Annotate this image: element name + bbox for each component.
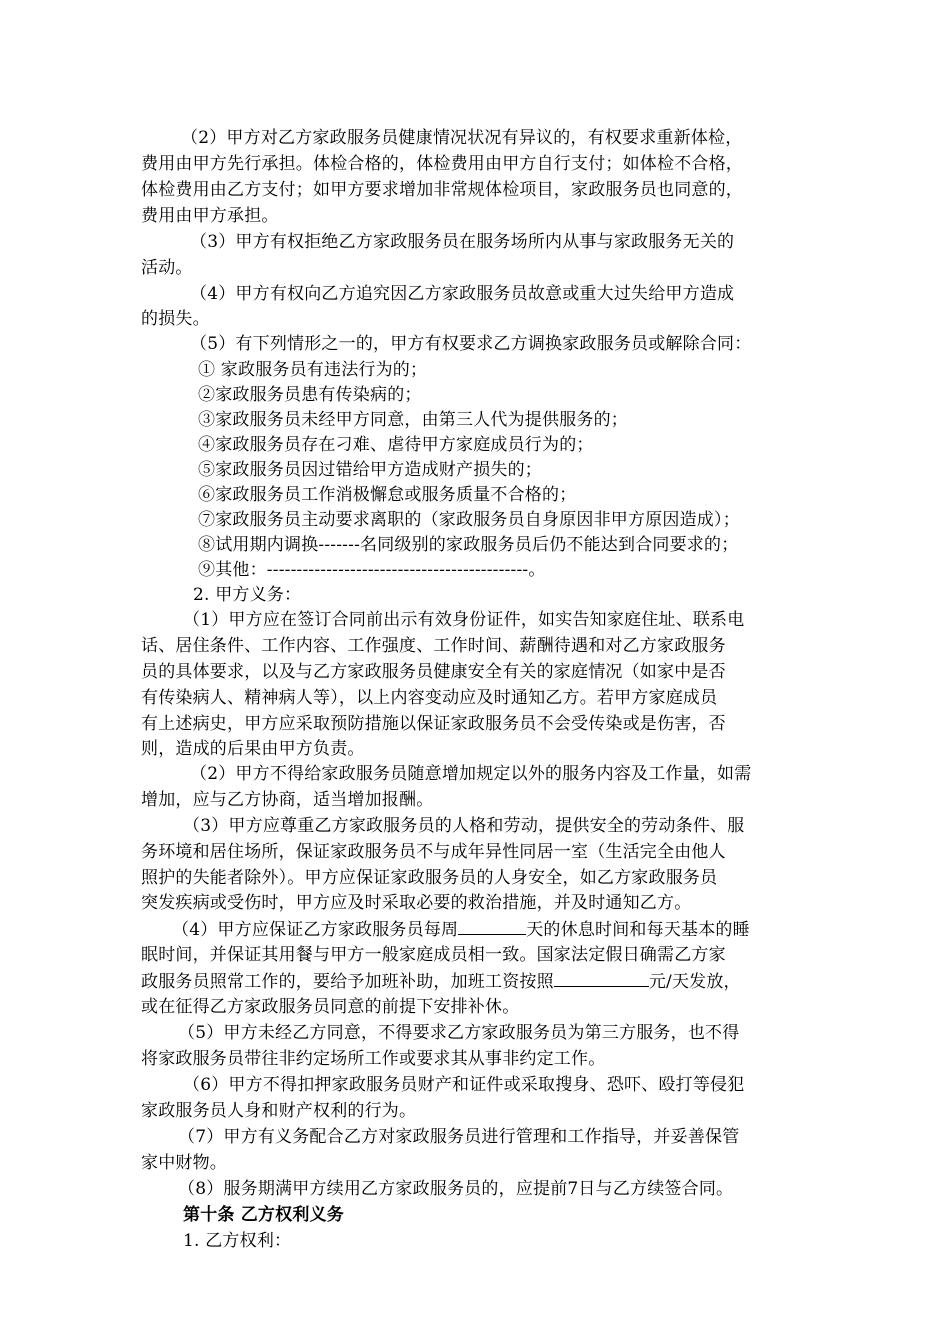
list-item: ④家政服务员存在刁难、虐待甲方家庭成员行为的； bbox=[198, 435, 594, 455]
line-text: 元/天发放， bbox=[648, 972, 741, 992]
paragraph-line: （8）服务期满甲方续用乙方家政服务员的，应提前7日与乙方续签合同。 bbox=[178, 1179, 734, 1199]
line-text: 天的休息时间和每天基本的睡 bbox=[526, 920, 750, 940]
paragraph-line: 话、居住条件、工作内容、工作强度、工作时间、薪酬待遇和对乙方家政服务 bbox=[141, 636, 726, 656]
paragraph-line: （4）甲方有权向乙方追究因乙方家政服务员故意或重大过失给甲方造成 bbox=[190, 284, 735, 304]
paragraph-line: 增加，应与乙方协商，适当增加报酬。 bbox=[141, 790, 434, 810]
paragraph-line: （2）甲方对乙方家政服务员健康情况状况有异议的，有权要求重新体检， bbox=[181, 128, 743, 148]
paragraph-line: 则，造成的后果由甲方负责。 bbox=[141, 739, 365, 759]
list-item: ⑤家政服务员因过错给甲方造成财产损失的； bbox=[198, 460, 542, 480]
paragraph-line: 将家政服务员带往非约定场所工作或要求其从事非约定工作。 bbox=[141, 1049, 606, 1069]
paragraph-line: （6）甲方不得扣押家政服务员财产和证件或采取搜身、恐吓、殴打等侵犯 bbox=[183, 1075, 745, 1095]
list-item: ⑥家政服务员工作消极懈怠或服务质量不合格的； bbox=[198, 485, 577, 505]
paragraph-line: （7）甲方有义务配合乙方对家政服务员进行管理和工作指导，并妥善保管 bbox=[178, 1127, 740, 1147]
paragraph-line: 活动。 bbox=[141, 258, 193, 278]
paragraph-line: 眠时间，并保证其用餐与甲方一般家庭成员相一致。国家法定假日确需乙方家 bbox=[141, 945, 726, 965]
list-item: ③家政服务员未经甲方同意，由第三人代为提供服务的； bbox=[198, 410, 628, 430]
paragraph-line: （1）甲方应在签订合同前出示有效身份证件，如实告知家庭住址、联系电 bbox=[183, 610, 745, 630]
paragraph-line bbox=[141, 968, 741, 995]
paragraph-line: 体检费用由乙方支付；如甲方要求增加非常规体检项目，家政服务员也同意的， bbox=[141, 180, 743, 200]
paragraph-line bbox=[172, 916, 750, 943]
list-item: ②家政服务员患有传染病的； bbox=[198, 385, 422, 405]
paragraph-line: 员的具体要求，以及与乙方家政服务员健康安全有关的家庭情况（如家中是否 bbox=[141, 662, 726, 682]
paragraph-line: 家中财物。 bbox=[141, 1153, 227, 1173]
section-heading: 1. 乙方权利： bbox=[183, 1231, 292, 1251]
paragraph-line: （3）甲方有权拒绝乙方家政服务员在服务场所内从事与家政服务无关的 bbox=[190, 232, 735, 252]
paragraph-line: 费用由甲方先行承担。体检合格的，体检费用由甲方自行支付；如体检不合格， bbox=[141, 154, 743, 174]
article-heading: 第十条 乙方权利义务 bbox=[183, 1205, 344, 1225]
paragraph-line: 费用由甲方承担。 bbox=[141, 206, 279, 226]
paragraph-line: 务环境和居住场所，保证家政服务员不与成年异性同居一室（生活完全由他人 bbox=[141, 842, 726, 862]
paragraph-line: （3）甲方应尊重乙方家政服务员的人格和劳动，提供安全的劳动条件、服 bbox=[183, 816, 745, 836]
blank-days bbox=[458, 916, 526, 935]
paragraph-line: 照护的失能者除外）。甲方应保证家政服务员的人身安全，如乙方家政服务员 bbox=[141, 868, 718, 888]
line-text: （4）甲方应保证乙方家政服务员每周 bbox=[172, 920, 459, 940]
paragraph-line: （5）甲方未经乙方同意，不得要求乙方家政服务员为第三方服务，也不得 bbox=[178, 1023, 740, 1043]
paragraph-line: 突发疾病或受伤时，甲方应及时采取必要的救治措施，并及时通知乙方。 bbox=[141, 893, 692, 913]
paragraph-line: （2）甲方不得给家政服务员随意增加规定以外的服务内容及工作量，如需 bbox=[190, 764, 752, 784]
list-item: ⑨其他：--------------------------------------------。 bbox=[198, 560, 546, 580]
paragraph-line: 有传染病人、精神病人等），以上内容变动应及时通知乙方。若甲方家庭成员 bbox=[141, 688, 718, 708]
blank-overtime-pay bbox=[554, 968, 649, 987]
section-heading: 2. 甲方义务： bbox=[193, 585, 302, 605]
paragraph-line: 有上述病史，甲方应采取预防措施以保证家政服务员不会受传染或是伤害，否 bbox=[141, 714, 726, 734]
paragraph-line: 或在征得乙方家政服务员同意的前提下安排补休。 bbox=[141, 997, 520, 1017]
list-item: ⑦家政服务员主动要求离职的（家政服务员自身原因非甲方原因造成）； bbox=[198, 510, 740, 530]
paragraph-line: 的损失。 bbox=[141, 309, 210, 329]
paragraph-line: 家政服务员人身和财产权利的行为。 bbox=[141, 1101, 417, 1121]
list-item: ⑧试用期内调换-------名同级别的家政服务员后仍不能达到合同要求的； bbox=[198, 535, 739, 555]
paragraph-line: （5）有下列情形之一的，甲方有权要求乙方调换家政服务员或解除合同： bbox=[190, 334, 752, 354]
line-text: 政服务员照常工作的，要给予加班补助，加班工资按照 bbox=[141, 972, 554, 992]
list-item: ① 家政服务员有违法行为的； bbox=[198, 360, 428, 380]
